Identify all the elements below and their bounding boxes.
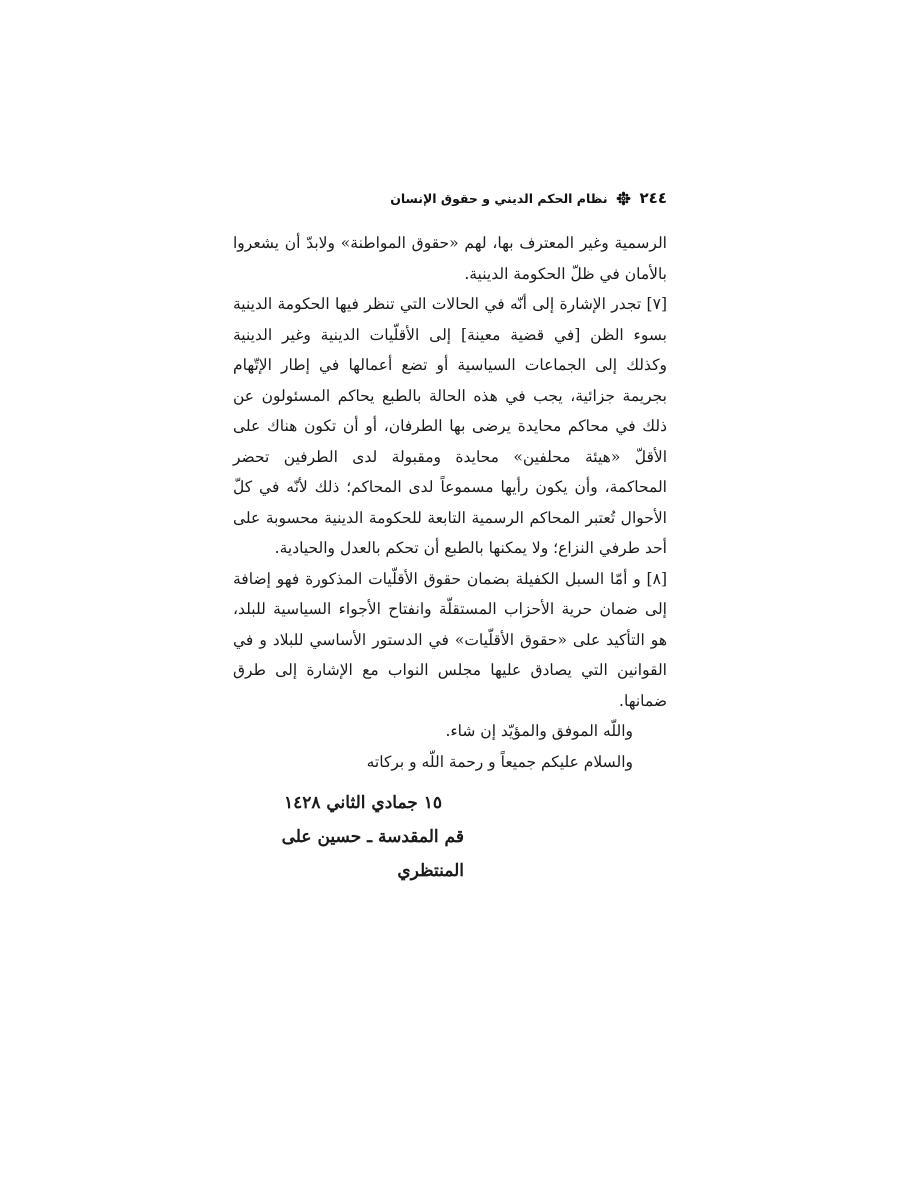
paragraph-note-8: [233, 564, 667, 717]
closing-line-2: والسلام عليكم جميعاً و رحمة اللّه و بركاته: [366, 752, 633, 771]
paragraph-note-7-text: تجدر الإشارة إلى أنّه في الحالات التي تنظر فيها الحكومة الدينية بسوء الظن [في قضية معينة] إلى الأقلّيات الدينية وغير الدينية وكذلك إلى الجماعات السياسية أو تضع أعمالها في إطار الإتّهام بجريمة جزائية، يجب في هذه الحالة بالطبع يحاكم المسئولون عن ذلك في محاكم محايدة يرضى بها الطرفان، أو أن تكون هناك على الأقلّ «هيئة محلفين» محايدة ومقبولة لدى الطرفين تحضر المحاكمة، وأن يكون رأيها مسموعاً لدى المحاكم؛ ذلك لأنّه في كلّ الأحوال تُعتبر المحاكم الرسمية التابعة للحكومة الدينية محسوبة على أحد طرفي النزاع؛ ولا يمكنها بالطبع أن تحكم بالعدل والحيادية.: [233, 295, 667, 557]
paragraph-note-7: [233, 289, 667, 564]
note-ref-8: [٨]: [646, 569, 667, 588]
running-header: [233, 186, 667, 210]
signature-place-author: قم المقدسة ـ حسين على المنتظري: [281, 827, 464, 881]
closing-line-1: واللّه الموفق والمؤيّد إن شاء.: [445, 722, 633, 740]
paragraph-continuation: الرسمية وغير المعترف بها، لهم «حقوق المواطنة» ولابدّ أن يشعروا بالأمان في ظلّ الحكومة الدينية.: [233, 234, 667, 283]
body-text: [233, 228, 667, 777]
page-number: ٢٤٤: [639, 189, 667, 207]
signature-block: [224, 786, 464, 888]
signature-date: ١٥ جمادي الثاني ١٤٢٨: [283, 793, 442, 813]
running-header-title: نظام الحكم الديني و حقوق الإنسان: [390, 190, 608, 206]
paragraph-note-8-text: و أمّا السبل الكفيلة بضمان حقوق الأقلّيات المذكورة فهو إضافة إلى ضمان حرية الأحزاب المستقلّة وانفتاح الأجواء السياسية للبلد، هو التأكيد على «حقوق الأقلّيات» في الدستور الأساسي للبلاد و في القوانين التي يصادق عليها مجلس النواب مع الإشارة إلى طرق ضمانها.: [233, 569, 667, 710]
flower-ornament-icon: [616, 190, 632, 206]
note-ref-7: [٧]: [646, 295, 667, 313]
